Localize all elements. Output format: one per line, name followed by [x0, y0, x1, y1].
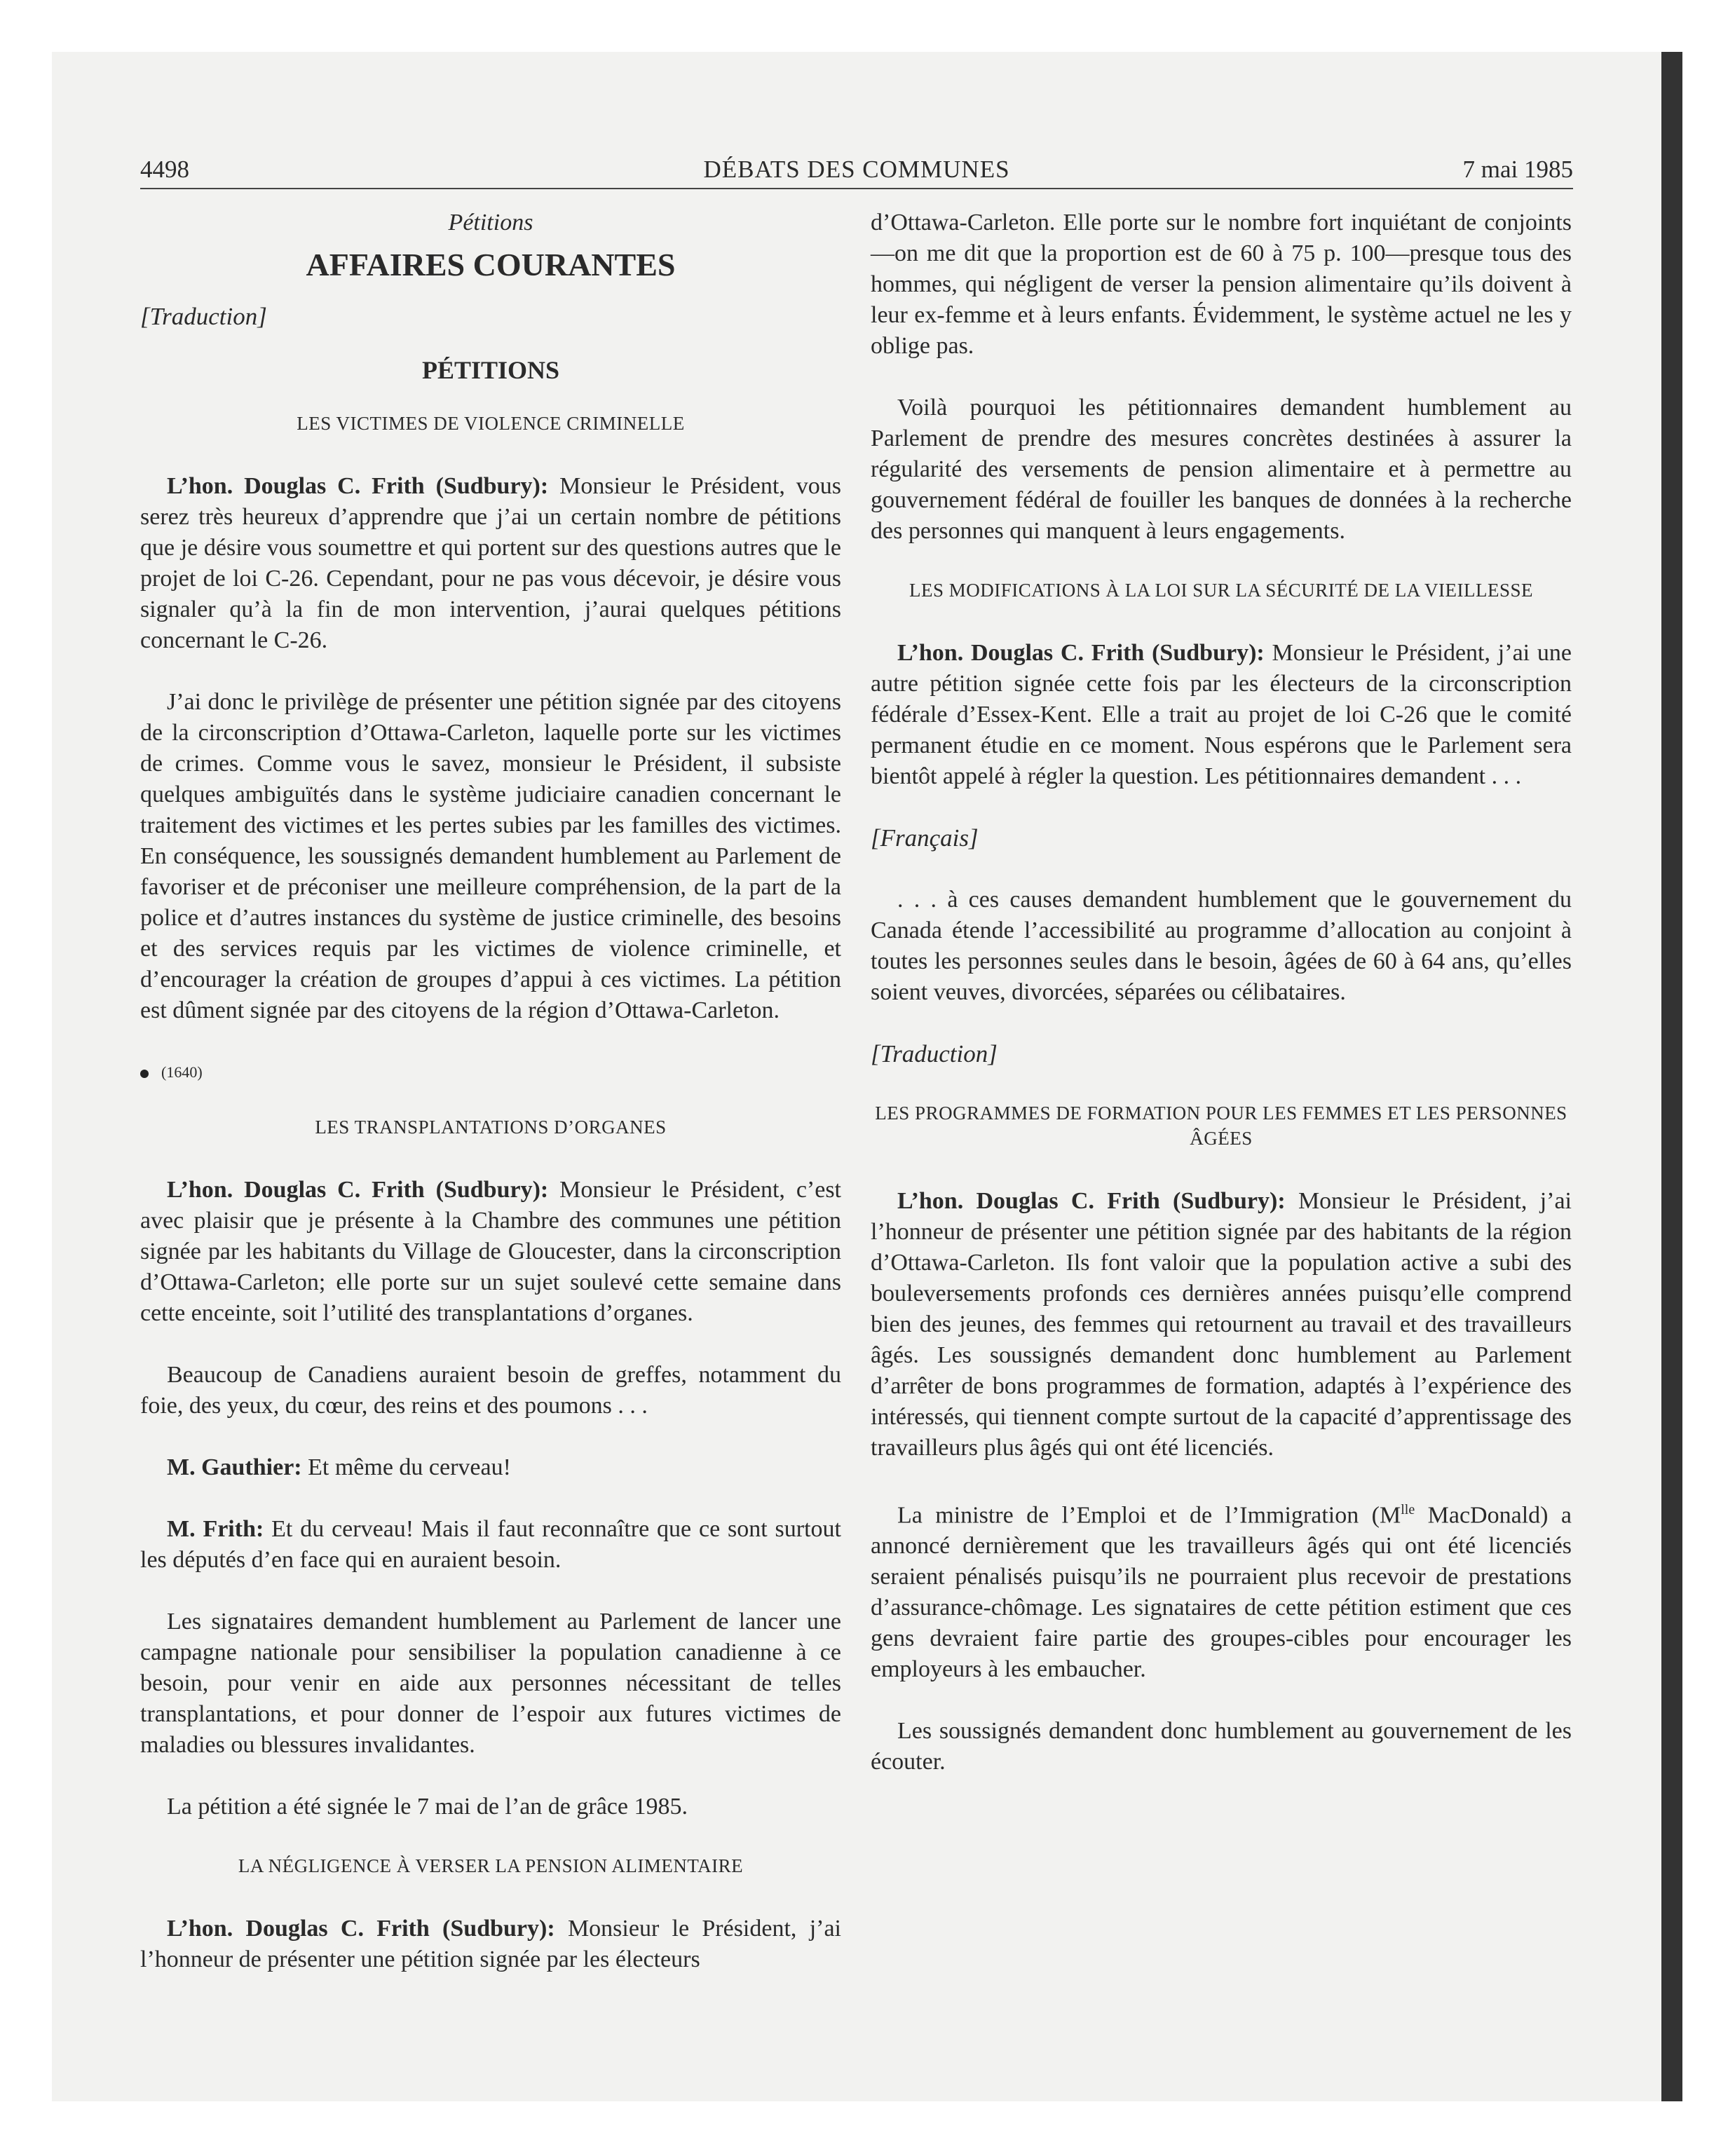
- language-tag: [Français]: [871, 824, 979, 852]
- speaker: M. Gauthier:: [167, 1454, 302, 1480]
- running-head: Pétitions: [448, 210, 533, 236]
- paragraph: La pétition a été signée le 7 mai de l’an de grâce 1985.: [167, 1794, 688, 1820]
- speaker: L’hon. Douglas C. Frith (Sudbury):: [897, 640, 1265, 666]
- translation-tag: [Traduction]: [871, 1040, 998, 1067]
- speaker: L’hon. Douglas C. Frith (Sudbury):: [897, 1188, 1286, 1214]
- subsection-heading: LES VICTIMES DE VIOLENCE CRIMINELLE: [297, 413, 685, 434]
- paragraph: La ministre de l’Emploi et de l’Immigration ($M^{lle}$ MacDonald) a annoncé dernièrement que les travailleurs âgés qui ont été licenciés seraient pénalisés puisqu’ils ne pourraient plus recevoir de prestations d’assurance-chômage. Les signataires de cette pétition estiment que ces gens devraient faire partie des groupes-cibles pour encourager les employeurs à les embaucher.: [871, 1502, 1572, 1683]
- paragraph: d’Ottawa-Carleton. Elle porte sur le nombre fort inquiétant de conjoints—on me dit que la proportion est de 60 à 75 p. 100—presque tous des hommes, qui négligent de verser la pension alimentaire qu’ils doivent à leur ex-femme et à leurs enfants. Évidemment, le système actuel ne les y oblige pas.: [871, 210, 1572, 359]
- speaker: L’hon. Douglas C. Frith (Sudbury):: [167, 1916, 555, 1942]
- main-heading: AFFAIRES COURANTES: [306, 247, 676, 282]
- speaker: L’hon. Douglas C. Frith (Sudbury):: [167, 1177, 549, 1203]
- publication-title: DÉBATS DES COMMUNES: [703, 156, 1010, 183]
- paragraph: Les soussignés demandent donc humblement au gouvernement de les écouter.: [871, 1718, 1572, 1775]
- subsection-heading: LES PROGRAMMES DE FORMATION POUR LES FEMMES ET LES PERSONNES ÂGÉES: [875, 1103, 1567, 1149]
- paragraph: M. Gauthier: Et même du cerveau!: [167, 1454, 511, 1480]
- translation-tag: [Traduction]: [140, 303, 267, 330]
- bullet-icon: [140, 1070, 149, 1078]
- paragraph: M. Frith: Et du cerveau! Mais il faut reconnaître que ce sont surtout les députés d’en face qui en auraient besoin.: [140, 1516, 841, 1573]
- speaker: M. Frith:: [167, 1516, 264, 1542]
- paragraph: L’hon. Douglas C. Frith (Sudbury): Monsieur le Président, c’est avec plaisir que je présente à la Chambre des communes une pétition signée par les habitants du Village de Gloucester, dans la circonscription d’Ottawa-Carleton; elle porte sur un sujet soulevé cette semaine dans cette enceinte, soit l’utilité des transplantations d’organes.: [140, 1177, 841, 1326]
- paragraph: L’hon. Douglas C. Frith (Sudbury): Monsieur le Président, vous serez très heureux d’apprendre que j’ai un certain nombre de pétitions que je désire vous soumettre et qui portent sur des questions autres que le projet de loi C-26. Cependant, pour ne pas vous décevoir, je désire vous signaler qu’à la fin de mon intervention, j’aurai quelques pétitions concernant le C-26.: [140, 473, 841, 653]
- paragraph: . . . à ces causes demandent humblement que le gouvernement du Canada étende l’accessibilité au programme d’allocation au conjoint à toutes les personnes seules dans le besoin, âgées de 60 à 64 ans, qu’elles soient veuves, divorcées, séparées ou célibataires.: [871, 887, 1572, 1005]
- paragraph: L’hon. Douglas C. Frith (Sudbury): Monsieur le Président, j’ai une autre pétition signée cette fois par les électeurs de la circonscription fédérale d’Essex-Kent. Elle a trait au projet de loi C-26 que le comité permanent étudie en ce moment. Nous espérons que le Parlement sera bientôt appelé à régler la question. Les pétitionnaires demandent . . .: [871, 640, 1572, 789]
- paragraph: Les signataires demandent humblement au Parlement de lancer une campagne nationale pour sensibiliser la population canadienne à ce besoin, pour venir en aide aux personnes nécessitant de telles transplantations, et pour donner de l’espoir aux futures victimes de maladies ou blessures invalidantes.: [140, 1609, 841, 1758]
- paragraph: Beaucoup de Canadiens auraient besoin de greffes, notamment du foie, des yeux, du cœur, des reins et des poumons . . .: [140, 1362, 841, 1419]
- subsection-heading: LA NÉGLIGENCE À VERSER LA PENSION ALIMENTAIRE: [238, 1855, 744, 1876]
- paragraph: J’ai donc le privilège de présenter une pétition signée par des citoyens de la circonscription d’Ottawa-Carleton, laquelle porte sur les victimes de crimes. Comme vous le savez, monsieur le Président, il subsiste quelques ambiguïtés dans le système judiciaire canadien concernant le traitement des victimes et les pertes subies par les familles des victimes. En conséquence, les soussignés demandent humblement au Parlement de favoriser et de préconiser une meilleure compréhension, de la part de la police et d’autres instances du système de justice criminelle, des besoins et des services requis par les victimes de violence criminelle, et d’encourager la création de groupes d’appui à ces victimes. La pétition est dûment signée par des citoyens de la région d’Ottawa-Carleton.: [140, 689, 841, 1023]
- left-column: [140, 207, 841, 2006]
- header-rule: [140, 188, 1573, 189]
- right-column: [871, 207, 1572, 1790]
- paragraph: L’hon. Douglas C. Frith (Sudbury): Monsieur le Président, j’ai l’honneur de présenter une pétition signée par des habitants de la région d’Ottawa-Carleton. Ils font valoir que la population active a subi des bouleversements profonds ces dernières années puisqu’elle comprend bien des jeunes, des femmes qui retournent au travail et des travailleurs âgés. Les soussignés demandent donc humblement au Parlement d’arrêter de bons programmes de formation, adaptés à l’expérience des intéressés, qui tiennent compte surtout de la capacité d’apprentissage des travailleurs plus âgés qui ont été licenciés.: [871, 1188, 1572, 1461]
- paragraph: Voilà pourquoi les pétitionnaires demandent humblement au Parlement de prendre des mesures concrètes destinées à assurer la régularité des versements de pension alimentaire et à permettre au gouvernement fédéral de fouiller les banques de données à la recherche des personnes qui manquent à leurs engagements.: [871, 395, 1572, 544]
- section-heading: PÉTITIONS: [421, 356, 560, 384]
- time-marker: (1640): [140, 1057, 841, 1088]
- page-number: 4498: [140, 156, 189, 183]
- paragraph: L’hon. Douglas C. Frith (Sudbury): Monsieur le Président, j’ai l’honneur de présenter une pétition signée par les électeurs: [140, 1916, 841, 1972]
- subsection-heading: LES MODIFICATIONS À LA LOI SUR LA SÉCURITÉ DE LA VIEILLESSE: [909, 580, 1533, 601]
- scan-edge: [1661, 52, 1682, 2101]
- subsection-heading: LES TRANSPLANTATIONS D’ORGANES: [315, 1117, 667, 1138]
- page-date: 7 mai 1985: [1462, 156, 1573, 183]
- page-header: [140, 156, 1573, 189]
- speaker: L’hon. Douglas C. Frith (Sudbury):: [167, 473, 549, 499]
